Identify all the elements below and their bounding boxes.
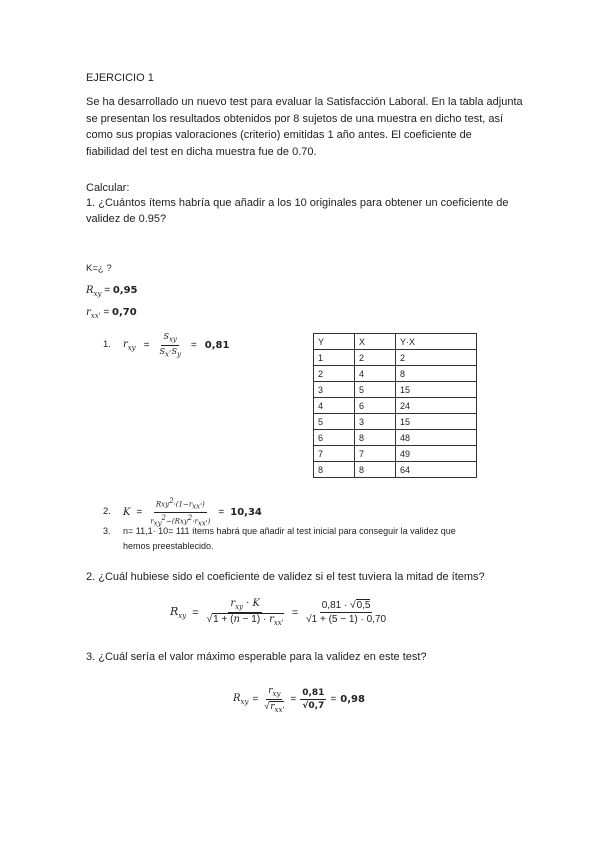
calc-label: Calcular: <box>86 182 130 194</box>
step-2-result: 10,34 <box>230 506 262 518</box>
table-cell: 5 <box>314 414 355 430</box>
step-3-number: 3. <box>103 526 111 536</box>
table-cell: 2 <box>314 366 355 382</box>
q2-value: 0,81 <box>321 600 342 611</box>
step-1: 1. $r_{xy}$ = $\frac{S_{xy}}{S_x\cdot S_y}$ = 0,81 <box>103 332 230 359</box>
table-cell: 2 <box>396 350 477 366</box>
q2-denominator: √1 + (5 − 1) · 0,70 <box>306 614 387 625</box>
table-row <box>314 446 477 462</box>
table-cell: 6 <box>314 430 355 446</box>
step-2: 2. K = $\frac{Rxy^2\cdot(1-r_{xx'})}{r_{xy}^2-(Rxy^2\cdot r_{xx'})}$ = 10,34 <box>103 497 262 528</box>
k-unknown: K=¿ ? <box>86 263 112 274</box>
step-1-result: 0,81 <box>204 339 230 351</box>
table-header: X <box>355 334 396 350</box>
rxx-value: 0,70 <box>112 307 137 318</box>
table-cell: 1 <box>314 350 355 366</box>
q2-formula: $R_{xy}$ = $\frac{r_{xy} \cdot K}{√1 + (n - 1) \cdot r_{xx'}}$ = $\frac{0,81 \cdot √0,5}{√1 + (5 - 1) \cdot 0,70}$ <box>170 598 387 627</box>
question-1-line: validez de 0.95? <box>86 213 167 225</box>
exercise-heading: EJERCICIO 1 <box>86 72 154 84</box>
question-1 <box>86 195 509 227</box>
table-cell: 3 <box>355 414 396 430</box>
table-cell: 8 <box>355 462 396 478</box>
table-row <box>314 430 477 446</box>
step-1-number: 1. <box>103 339 111 351</box>
rxy-value: 0,95 <box>112 285 138 296</box>
q3-result: 0,98 <box>340 694 365 706</box>
question-3: 3. ¿Cuál sería el valor máximo esperable para la validez en este test? <box>86 651 427 663</box>
data-table <box>313 333 477 478</box>
table-cell: 4 <box>355 366 396 382</box>
table-header: Y <box>314 334 355 350</box>
table-cell: 5 <box>355 382 396 398</box>
table-cell: 15 <box>396 382 477 398</box>
table-cell: 8 <box>355 430 396 446</box>
table-cell: 3 <box>314 382 355 398</box>
table-row <box>314 398 477 414</box>
q2-sqrt-value: 0,5 <box>356 600 371 611</box>
intro-line: Se ha desarrollado un nuevo test para evaluar la Satisfacción Laboral. En la tabla adjunta <box>86 96 523 108</box>
intro-line: se presentan los resultados obtenidos por 8 sujetos de una muestra en dicho test, así <box>86 112 504 125</box>
table-cell: 4 <box>314 398 355 414</box>
table-cell: 2 <box>355 350 396 366</box>
intro-line: fiabilidad del test en dicha muestra fue de 0.70. <box>86 145 317 158</box>
question-2: 2. ¿Cuál hubiese sido el coeficiente de validez si el test tuviera la mitad de ítems? <box>86 571 485 583</box>
rxx-given: $r_{xx'} = 0,70$ <box>86 307 137 320</box>
table-row <box>314 382 477 398</box>
table-cell: 8 <box>396 366 477 382</box>
q3-numerator: 0,81 <box>302 688 325 699</box>
table-row <box>314 350 477 366</box>
question-1-line: 1. ¿Cuántos ítems habría que añadir a los 10 originales para obtener un coeficiente de <box>86 197 509 209</box>
table-header: Y·X <box>396 334 477 350</box>
table-cell: 24 <box>396 398 477 414</box>
rxy-given: $R_{xy} = 0,95$ <box>86 285 138 298</box>
table-row <box>314 462 477 478</box>
table-row <box>314 366 477 382</box>
intro-paragraph <box>86 94 523 160</box>
table-cell: 49 <box>396 446 477 462</box>
table-cell: 6 <box>355 398 396 414</box>
q3-formula: $R_{xy}$ = $\frac{r_{xy}}{√r_{xx'}}$ = $\frac{0,81}{√0,7}$ = 0,98 <box>233 686 365 714</box>
table-cell: 7 <box>355 446 396 462</box>
step-3-line: hemos preestablecido. <box>123 541 214 551</box>
intro-line: como sus propias valoraciones (criterio) emitidas 1 año antes. El coeficiente de <box>86 129 472 141</box>
table-row <box>314 414 477 430</box>
step-2-number: 2. <box>103 506 111 518</box>
table-cell: 64 <box>396 462 477 478</box>
step-3-line: n= 11,1· 10= 111 ítems habrá que añadir al test inicial para conseguir la validez que <box>123 526 456 536</box>
table-cell: 48 <box>396 430 477 446</box>
table-cell: 7 <box>314 446 355 462</box>
q3-denominator: √0,7 <box>302 701 325 712</box>
step-3 <box>103 524 456 554</box>
table-cell: 8 <box>314 462 355 478</box>
table-cell: 15 <box>396 414 477 430</box>
table-header-row <box>314 334 477 350</box>
